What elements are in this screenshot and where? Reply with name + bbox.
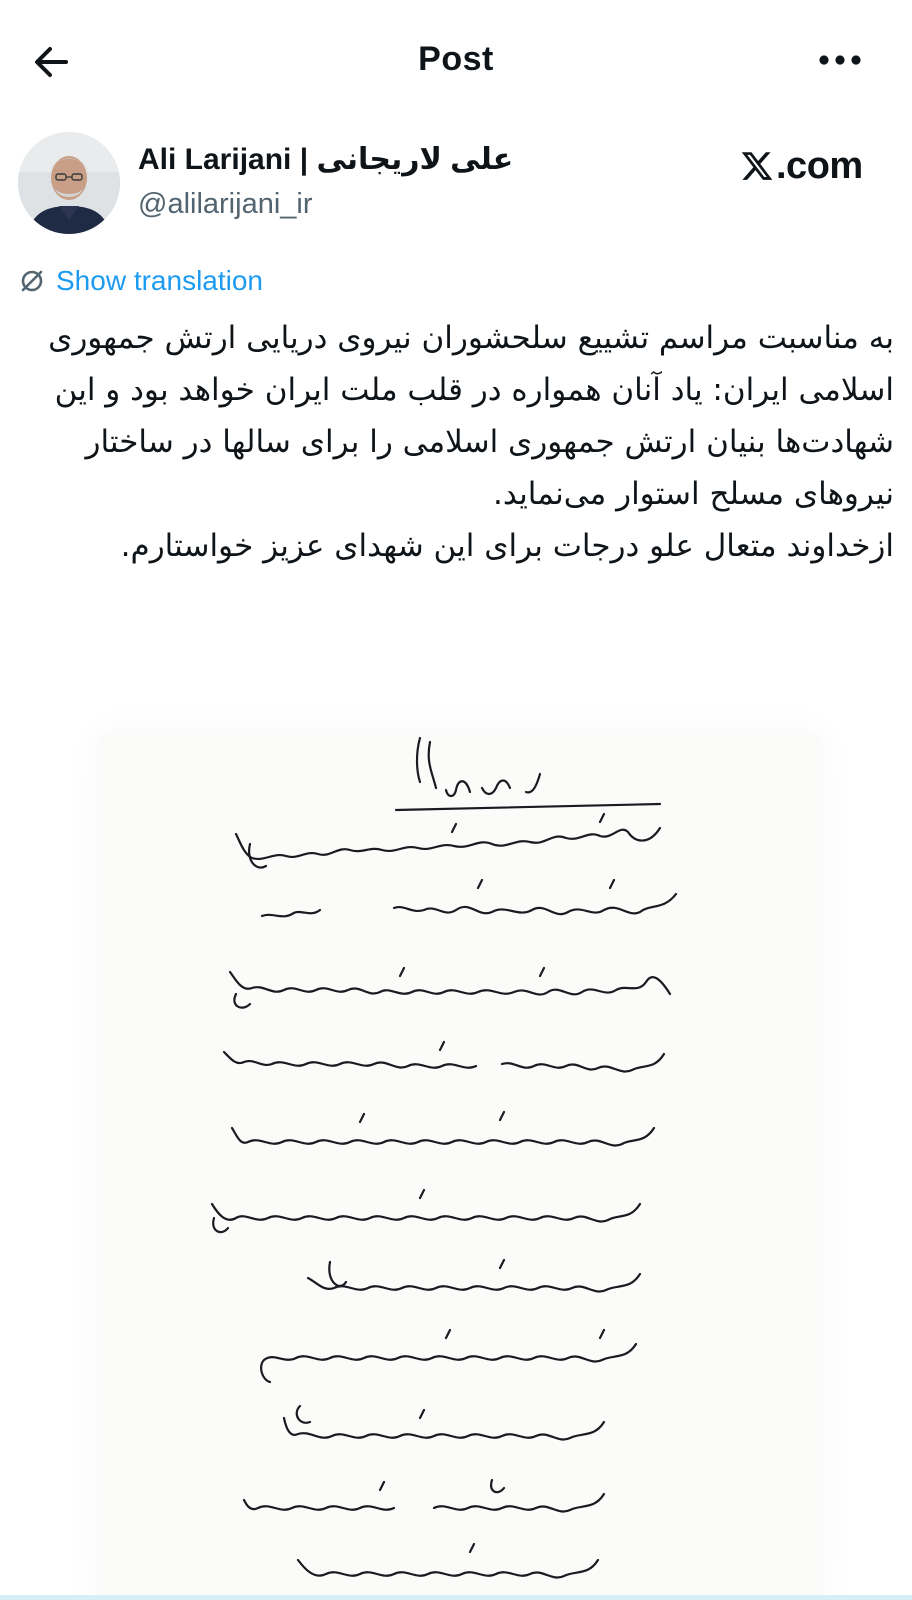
watermark-text: .com bbox=[776, 144, 863, 187]
x-logo-icon bbox=[740, 149, 774, 183]
x-com-watermark bbox=[740, 140, 863, 192]
post-paragraph: به مناسبت مراسم تشییع سلحشوران نیروی دریایی ارتش جمهوری اسلامی ایران: یاد آنان همواره در قلب ملت ایران خواهد بود و این شهادت‌ها بنیان ارتش جمهوری اسلامی را برای سالها در ساختار نیروهای مسلح استوار می‌نماید. bbox=[48, 320, 894, 512]
avatar[interactable] bbox=[18, 132, 120, 234]
bottom-edge bbox=[0, 1595, 912, 1600]
author-handle[interactable]: @alilarijani_ir bbox=[138, 188, 313, 220]
handwritten-note-ink bbox=[0, 592, 912, 1600]
more-horizontal-icon bbox=[812, 38, 872, 82]
show-translation-label: Show translation bbox=[56, 265, 264, 296]
post-paragraph: ازخداوند متعال علو درجات برای این شهدای عزیز خواستارم. bbox=[120, 528, 894, 564]
more-options-button[interactable] bbox=[812, 38, 872, 82]
avatar-portrait-icon bbox=[18, 132, 120, 234]
translate-icon bbox=[18, 267, 46, 295]
post-text bbox=[18, 312, 894, 572]
author-block bbox=[18, 132, 898, 236]
page-title: Post bbox=[418, 40, 494, 78]
post-image[interactable] bbox=[0, 592, 912, 1600]
top-bar bbox=[0, 0, 912, 120]
author-name[interactable]: Ali Larijani | علی لاریجانی bbox=[138, 143, 514, 176]
show-translation-link[interactable] bbox=[18, 262, 263, 300]
